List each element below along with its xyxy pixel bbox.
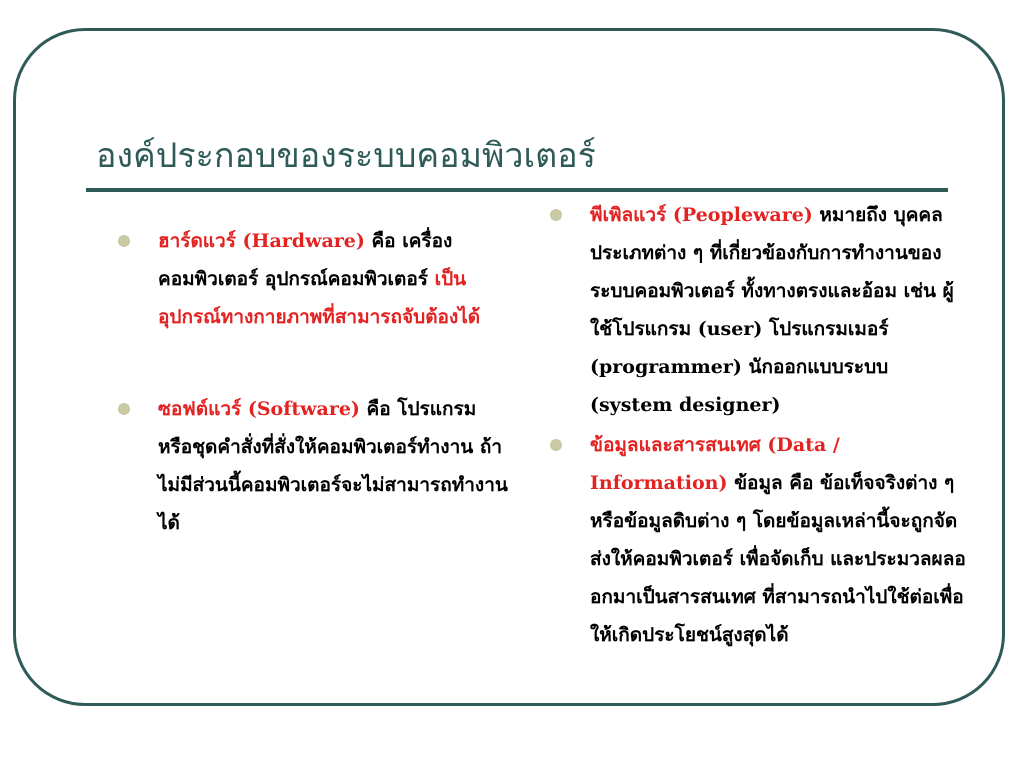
bullet-dot-icon <box>550 439 562 451</box>
bullet-text-highlight: เป็นอุปกรณ์ทางกายภาพที่สามารถจับต้องได้ <box>158 268 481 328</box>
bullet-text: คือ โปรแกรมหรือชุดคำสั่งที่สั่งให้คอมพิวเตอร์ทำงาน ถ้าไม่มีส่วนนี้คอมพิวเตอร์จะไม่สามารถทำงานได้ <box>158 398 508 534</box>
bullet-text: หมายถึง บุคคลประเภทต่าง ๆ ที่เกี่ยวข้องกับการทำงานของระบบคอมพิวเตอร์ ทั้งทางตรงและอ้อม เช่น ผู้ใช้โปรแกรม (user) โปรแกรมเมอร์ (programmer) นักออกแบบระบบ (system designer) <box>590 204 954 416</box>
bullet-dot-icon <box>550 209 562 221</box>
right-column <box>550 196 970 654</box>
bullet-term: ซอฟต์แวร์ (Software) <box>158 398 360 420</box>
bullet-hardware <box>118 222 508 336</box>
bullet-data-information <box>550 426 970 654</box>
bullet-peopleware <box>550 196 970 424</box>
title-divider <box>86 188 948 192</box>
bullet-dot-icon <box>118 235 130 247</box>
bullet-software <box>118 390 508 542</box>
bullet-term: ฮาร์ดแวร์ (Hardware) <box>158 230 365 252</box>
bullet-term: พีเพิลแวร์ (Peopleware) <box>590 204 813 226</box>
bullet-dot-icon <box>118 403 130 415</box>
left-column <box>118 222 508 542</box>
slide-title: องค์ประกอบของระบบคอมพิวเตอร์ <box>96 136 596 176</box>
bullet-term: ข้อมูลและสารสนเทศ (Data / Information) <box>590 434 840 494</box>
bullet-text: คือ เครื่องคอมพิวเตอร์ อุปกรณ์คอมพิวเตอร์ <box>158 230 453 290</box>
bullet-text: ข้อมูล คือ ข้อเท็จจริงต่าง ๆ หรือข้อมูลดิบต่าง ๆ โดยข้อมูลเหล่านี้จะถูกจัดส่งให้คอมพิวเตอร์ เพื่อจัดเก็บ และประมวลผลออกมาเป็นสารสนเทศ ที่สามารถนำไปใช้ต่อเพื่อให้เกิดประโยชน์สูงสุดได้ <box>590 472 966 646</box>
